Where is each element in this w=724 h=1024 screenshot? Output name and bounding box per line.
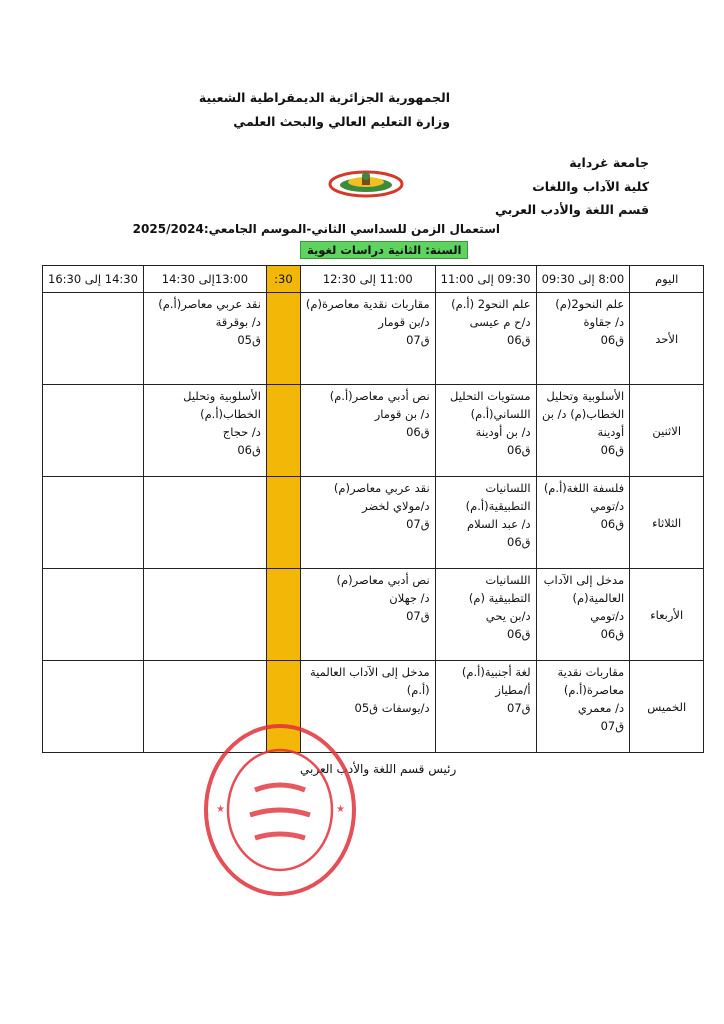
schedule-title: استعمال الزمن للسداسي الثاني-الموسم الجامعي:2025/2024: [132, 222, 500, 236]
course-line: ق05: [237, 333, 261, 347]
course-line: نص أدبي معاصر(م): [336, 573, 430, 587]
col-header-slot5: 14:30 إلى 16:30: [43, 266, 144, 293]
course-line: د/ جهلان: [389, 591, 430, 605]
break-cell: [266, 569, 300, 661]
course-line: د/تومي: [590, 609, 625, 623]
faculty-name: كلية الآداب واللغات: [532, 179, 649, 194]
day-cell: الأربعاء: [630, 569, 704, 661]
course-line: (أ.م): [406, 683, 430, 697]
course-line: مقاربات نقدية: [557, 665, 625, 679]
course-line: د/بن يحي: [485, 609, 531, 623]
course-line: علم النحو2 (أ.م): [451, 297, 531, 311]
course-line: اللسانيات: [485, 481, 531, 495]
ministry-title: وزارة التعليم العالي والبحث العلمي: [233, 114, 450, 129]
course-line: ق06: [600, 443, 625, 457]
course-line: د/بن قومار: [378, 315, 430, 329]
svg-text:★: ★: [216, 804, 225, 815]
col-header-slot2: 09:30 إلى 11:00: [435, 266, 536, 293]
course-line: ق07: [406, 333, 430, 347]
day-cell: الخميس: [630, 661, 704, 753]
course-line: الأسلوبية وتحليل: [183, 389, 261, 403]
course-line: ق06: [507, 333, 531, 347]
course-line: اللساني(أ.م): [470, 407, 531, 421]
course-cell: [143, 385, 266, 477]
university-name: جامعة غرداية: [569, 155, 649, 170]
course-line: مستويات التحليل: [449, 389, 531, 403]
col-header-slot3: 11:00 إلى 12:30: [300, 266, 435, 293]
table-row: [43, 569, 704, 661]
timetable: [42, 265, 704, 753]
course-line: نقد عربي معاصر(م): [333, 481, 430, 495]
day-cell: الاثنين: [630, 385, 704, 477]
col-header-day: اليوم: [630, 266, 704, 293]
course-line: ق07: [406, 517, 430, 531]
course-cell: [435, 661, 536, 753]
course-cell: [536, 661, 630, 753]
course-cell: [300, 477, 435, 569]
course-line: د/يوسفات ق05: [354, 701, 430, 715]
course-cell: [43, 293, 144, 385]
course-line: ق06: [237, 443, 261, 457]
course-line: ق07: [406, 609, 430, 623]
signature-line: رئيس قسم اللغة والأدب العربي: [300, 762, 457, 776]
course-cell: [300, 569, 435, 661]
course-cell: [43, 385, 144, 477]
course-line: علم النحو2(م): [555, 297, 625, 311]
course-cell: [435, 477, 536, 569]
course-line: ق07: [507, 701, 531, 715]
level-badge: السنة: الثانية دراسات لغوية: [300, 241, 468, 259]
course-line: اللسانيات: [485, 573, 531, 587]
course-line: د/ عبد السلام: [466, 517, 531, 531]
course-line: د/ح م عيسى: [469, 315, 531, 329]
course-cell: [143, 569, 266, 661]
course-line: ق06: [600, 627, 625, 641]
course-line: ق07: [600, 719, 625, 733]
course-line: نص أدبي معاصر(أ.م): [329, 389, 430, 403]
course-line: ق06: [600, 333, 625, 347]
col-header-slot1: 8:00 إلى 09:30: [536, 266, 630, 293]
course-line: أودينة: [597, 425, 625, 439]
course-line: التطبيقية (م): [468, 591, 531, 605]
day-cell: الأحد: [630, 293, 704, 385]
col-header-break: 30:: [266, 266, 300, 293]
course-line: مدخل إلى الآداب: [543, 573, 625, 587]
course-cell: [536, 477, 630, 569]
course-cell: [300, 293, 435, 385]
course-line: ق06: [507, 535, 531, 549]
course-cell: [536, 293, 630, 385]
course-line: د/ بوقرقة: [215, 315, 261, 329]
course-line: الخطاب(أ.م): [200, 407, 261, 421]
table-row: [43, 293, 704, 385]
course-cell: [536, 385, 630, 477]
course-line: د/مولاي لخضر: [362, 499, 430, 513]
department-name: قسم اللغة والأدب العربي: [495, 202, 649, 217]
course-cell: [435, 385, 536, 477]
course-cell: [143, 477, 266, 569]
course-line: فلسفة اللغة(أ.م): [543, 481, 625, 495]
table-row: [43, 661, 704, 753]
course-line: ق06: [406, 425, 430, 439]
republic-title: الجمهورية الجزائرية الديمقراطية الشعبية: [198, 90, 450, 105]
course-line: ق06: [600, 517, 625, 531]
course-cell: [536, 569, 630, 661]
course-line: د/ معمري: [577, 701, 625, 715]
day-cell: الثلاثاء: [630, 477, 704, 569]
course-line: معاصرة(أ.م): [563, 683, 625, 697]
table-row: [43, 385, 704, 477]
course-line: ق06: [507, 443, 531, 457]
course-line: د/ بن قومار: [374, 407, 430, 421]
course-cell: [43, 569, 144, 661]
break-cell: [266, 477, 300, 569]
svg-text:★: ★: [336, 804, 345, 815]
course-cell: [300, 385, 435, 477]
course-line: د/ جقاوة: [583, 315, 625, 329]
course-line: أ/مطياز: [495, 683, 531, 697]
course-line: د/تومي: [590, 499, 625, 513]
header-row: [43, 266, 704, 293]
department-stamp: [200, 720, 360, 900]
university-logo: [328, 170, 404, 198]
course-line: لغة أجنبية(أ.م): [461, 665, 531, 679]
course-line: العالمية(م): [572, 591, 625, 605]
course-line: الأسلوبية وتحليل: [546, 389, 625, 403]
course-line: مدخل إلى الآداب العالمية: [309, 665, 430, 679]
course-cell: [43, 661, 144, 753]
table-row: [43, 477, 704, 569]
course-cell: [43, 477, 144, 569]
course-line: مقاربات نقدية معاصرة(م): [305, 297, 430, 311]
course-cell: [435, 569, 536, 661]
course-cell: [435, 293, 536, 385]
break-cell: [266, 293, 300, 385]
course-line: التطبيقية(أ.م): [465, 499, 531, 513]
course-line: د/ بن أودينة: [475, 425, 531, 439]
course-line: د/ حجاج: [222, 425, 261, 439]
break-cell: [266, 385, 300, 477]
course-line: الخطاب(م) د/ بن: [541, 407, 625, 421]
course-line: نقد عربي معاصر(أ.م): [158, 297, 261, 311]
course-line: ق06: [507, 627, 531, 641]
course-cell: [143, 293, 266, 385]
col-header-slot4: 13:00إلى 14:30: [143, 266, 266, 293]
